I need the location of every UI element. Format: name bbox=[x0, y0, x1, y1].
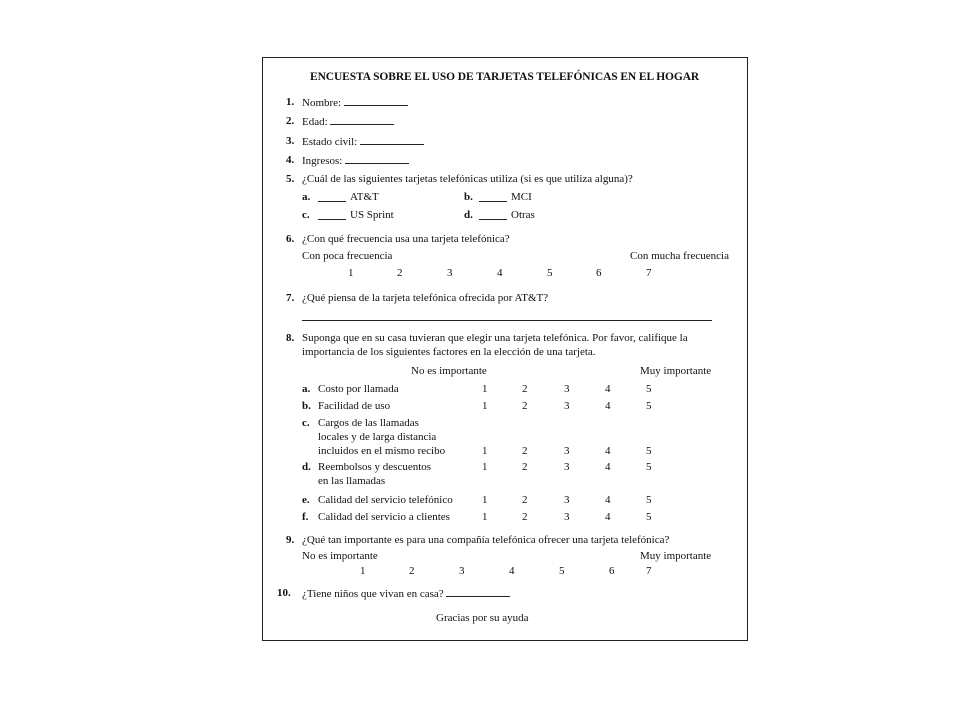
q6-low-label: Con poca frecuencia bbox=[302, 250, 393, 262]
q8-low-label: No es importante bbox=[411, 365, 487, 377]
survey-sheet bbox=[262, 57, 748, 641]
q8-text-line1: Suponga que en su casa tuvieran que elegir una tarjeta telefónica. Por favor, califique la bbox=[302, 332, 688, 344]
q2-number: 2. bbox=[286, 115, 295, 127]
q8-item-letter: a. bbox=[302, 383, 311, 395]
q9-number: 9. bbox=[286, 534, 295, 546]
age-field[interactable] bbox=[330, 115, 394, 125]
q9-scale-option[interactable]: 6 bbox=[609, 565, 615, 577]
q6-scale-option[interactable]: 2 bbox=[397, 267, 403, 279]
q9-scale-option[interactable]: 5 bbox=[559, 565, 565, 577]
q6-scale-option[interactable]: 5 bbox=[547, 267, 553, 279]
q8-item-label: en las llamadas bbox=[318, 475, 386, 487]
q4-number: 4. bbox=[286, 154, 295, 166]
q8-text-line2: importancia de los siguientes factores en la elección de una tarjeta. bbox=[302, 346, 596, 358]
q5-option-c-blank[interactable] bbox=[318, 210, 346, 220]
q6-scale-option[interactable]: 3 bbox=[447, 267, 453, 279]
q8-rating-option[interactable]: 5 bbox=[646, 511, 652, 523]
q8-rating-option[interactable]: 1 bbox=[482, 511, 488, 523]
q8-rating-option[interactable]: 2 bbox=[522, 494, 528, 506]
q8-item-label: Calidad del servicio telefónico bbox=[318, 494, 453, 506]
q8-item-letter: e. bbox=[302, 494, 310, 506]
q8-rating-option[interactable]: 2 bbox=[522, 400, 528, 412]
q9-scale-option[interactable]: 7 bbox=[646, 565, 652, 577]
q8-item-letter: c. bbox=[302, 417, 310, 429]
q5-option-letter: a. bbox=[302, 191, 311, 203]
q8-rating-option[interactable]: 5 bbox=[646, 461, 652, 473]
q9-high-label: Muy importante bbox=[640, 550, 712, 562]
q5-option-label: US Sprint bbox=[350, 209, 394, 221]
q5-option-label: AT&T bbox=[350, 191, 379, 203]
q8-rating-option[interactable]: 5 bbox=[646, 383, 652, 395]
q3-number: 3. bbox=[286, 135, 295, 147]
q8-rating-option[interactable]: 2 bbox=[522, 383, 528, 395]
q9-scale-option[interactable]: 1 bbox=[360, 565, 366, 577]
q8-rating-option[interactable]: 2 bbox=[522, 445, 528, 457]
q7-answer-line[interactable] bbox=[302, 320, 712, 321]
q6-number: 6. bbox=[286, 233, 295, 245]
q8-high-label: Muy importante bbox=[640, 365, 712, 377]
q1-number: 1. bbox=[286, 96, 295, 108]
closing-text: Gracias por su ayuda bbox=[436, 612, 529, 624]
q8-rating-option[interactable]: 3 bbox=[564, 461, 570, 473]
q8-rating-option[interactable]: 3 bbox=[564, 511, 570, 523]
q8-rating-option[interactable]: 4 bbox=[605, 461, 611, 473]
q10-number: 10. bbox=[277, 587, 291, 599]
q8-item-label: Reembolsos y descuentos bbox=[318, 461, 432, 473]
q8-item-label: incluidos en el mismo recibo bbox=[318, 445, 446, 457]
q8-item-label: Costo por llamada bbox=[318, 383, 399, 395]
q9-text: ¿Qué tan importante es para una compañía telefónica ofrecer una tarjeta telefónica? bbox=[302, 534, 670, 546]
q8-rating-option[interactable]: 4 bbox=[605, 400, 611, 412]
q5-option-letter: b. bbox=[464, 191, 473, 203]
q8-item-label: Calidad del servicio a clientes bbox=[318, 511, 450, 523]
q8-number: 8. bbox=[286, 332, 295, 344]
q8-rating-option[interactable]: 4 bbox=[605, 383, 611, 395]
children-field[interactable] bbox=[446, 587, 510, 597]
q8-rating-option[interactable]: 5 bbox=[646, 445, 652, 457]
q1-row bbox=[302, 96, 408, 110]
q8-rating-option[interactable]: 4 bbox=[605, 494, 611, 506]
q8-rating-option[interactable]: 3 bbox=[564, 445, 570, 457]
q9-low-label: No es importante bbox=[302, 550, 378, 562]
q3-row bbox=[302, 135, 424, 149]
q8-rating-option[interactable]: 1 bbox=[482, 461, 488, 473]
q5-number: 5. bbox=[286, 173, 295, 185]
q6-scale-option[interactable]: 7 bbox=[646, 267, 652, 279]
q8-rating-option[interactable]: 3 bbox=[564, 383, 570, 395]
q8-rating-option[interactable]: 5 bbox=[646, 400, 652, 412]
q8-rating-option[interactable]: 2 bbox=[522, 461, 528, 473]
q6-scale-option[interactable]: 1 bbox=[348, 267, 354, 279]
q1-label: Nombre: bbox=[302, 97, 342, 109]
q8-rating-option[interactable]: 3 bbox=[564, 494, 570, 506]
q4-label: Ingresos: bbox=[302, 155, 343, 167]
q6-scale-option[interactable]: 4 bbox=[497, 267, 503, 279]
q8-item-label: Facilidad de uso bbox=[318, 400, 391, 412]
q10-row bbox=[302, 587, 510, 601]
q9-scale-option[interactable]: 3 bbox=[459, 565, 465, 577]
q7-text: ¿Qué piensa de la tarjeta telefónica ofrecida por AT&T? bbox=[302, 292, 549, 304]
q5-option-label: Otras bbox=[511, 209, 535, 221]
q8-item-letter: b. bbox=[302, 400, 311, 412]
q5-option-b-blank[interactable] bbox=[479, 192, 507, 202]
q2-label: Edad: bbox=[302, 116, 328, 128]
q5-option-letter: d. bbox=[464, 209, 473, 221]
name-field[interactable] bbox=[344, 96, 408, 106]
q8-item-letter: d. bbox=[302, 461, 311, 473]
q3-label: Estado civil: bbox=[302, 136, 358, 148]
q8-rating-option[interactable]: 1 bbox=[482, 445, 488, 457]
q8-rating-option[interactable]: 1 bbox=[482, 383, 488, 395]
q7-number: 7. bbox=[286, 292, 295, 304]
marital-status-field[interactable] bbox=[360, 135, 424, 145]
q8-rating-option[interactable]: 3 bbox=[564, 400, 570, 412]
q5-option-letter: c. bbox=[302, 209, 310, 221]
q8-item-letter: f. bbox=[302, 511, 309, 523]
q8-rating-option[interactable]: 4 bbox=[605, 445, 611, 457]
q5-text: ¿Cuál de las siguientes tarjetas telefónicas utiliza (si es que utiliza alguna)? bbox=[302, 173, 633, 185]
q5-option-a-blank[interactable] bbox=[318, 192, 346, 202]
q8-rating-option[interactable]: 5 bbox=[646, 494, 652, 506]
q8-rating-option[interactable]: 1 bbox=[482, 400, 488, 412]
q10-text: ¿Tiene niños que vivan en casa? bbox=[302, 588, 444, 600]
q5-option-d-blank[interactable] bbox=[479, 210, 507, 220]
q8-item-label: locales y de larga distancia bbox=[318, 431, 437, 443]
q5-option-label: MCI bbox=[511, 191, 532, 203]
survey-title: ENCUESTA SOBRE EL USO DE TARJETAS TELEFÓNICAS EN EL HOGAR bbox=[310, 71, 700, 83]
q6-text: ¿Con qué frecuencia usa una tarjeta telefónica? bbox=[302, 233, 510, 245]
income-field[interactable] bbox=[345, 154, 409, 164]
q9-scale-option[interactable]: 4 bbox=[509, 565, 515, 577]
q9-scale-option[interactable]: 2 bbox=[409, 565, 415, 577]
q6-scale-option[interactable]: 6 bbox=[596, 267, 602, 279]
q8-rating-option[interactable]: 1 bbox=[482, 494, 488, 506]
q8-rating-option[interactable]: 2 bbox=[522, 511, 528, 523]
q8-item-label: Cargos de las llamadas bbox=[318, 417, 419, 429]
q4-row bbox=[302, 154, 409, 168]
q2-row bbox=[302, 115, 394, 129]
q6-high-label: Con mucha frecuencia bbox=[630, 250, 729, 262]
q8-rating-option[interactable]: 4 bbox=[605, 511, 611, 523]
